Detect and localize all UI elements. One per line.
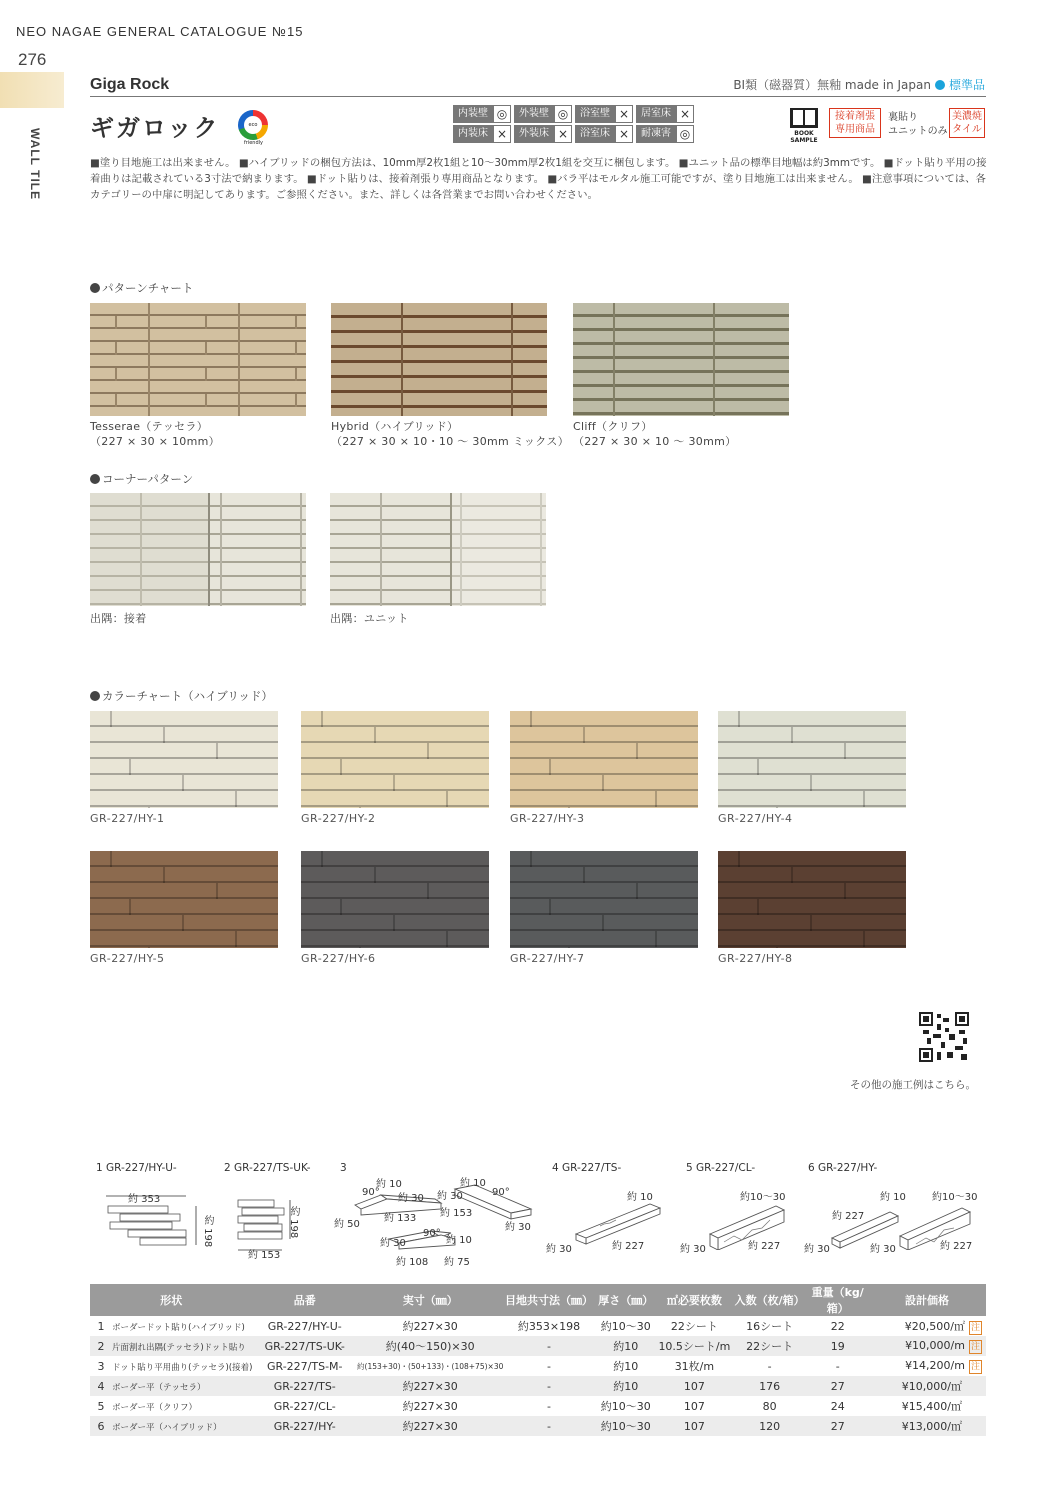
table-cell-weight: 27 <box>807 1416 868 1436</box>
table-cell-joint: - <box>503 1416 594 1436</box>
color-swatch-code: GR-227/HY-6 <box>301 952 376 965</box>
usage-grid <box>453 105 696 143</box>
table-cell-size: 約227×30 <box>402 1320 458 1333</box>
table-cell-thick: 約10～30 <box>600 1400 651 1413</box>
dim-text: 約 10 <box>627 1192 653 1203</box>
dim-text: 約 30 <box>437 1191 463 1202</box>
product-name-en: Giga Rock <box>90 76 170 93</box>
table-cell-thick: 約10～30 <box>595 1416 657 1436</box>
header-rule <box>90 96 986 97</box>
color-swatch <box>718 851 906 948</box>
dim-text: 約 227 <box>748 1241 781 1252</box>
table-cell-qty: 80 <box>762 1399 777 1413</box>
table-cell-code: GR-227/TS-UK- <box>252 1336 357 1356</box>
dim-text: 約 198 <box>288 1206 299 1239</box>
dim-text: 約 153 <box>440 1208 473 1219</box>
catalogue-title: NEO NAGAE GENERAL CATALOGUE №15 <box>16 24 304 39</box>
dim-text: 約 30 <box>546 1244 572 1255</box>
adhesive-only-badge: 接着剤張 専用商品 <box>829 108 881 138</box>
pattern-caption-hybrid: Hybrid（ハイブリッド） （227 × 30 × 10・10 ～ 30mm ミックス） <box>331 420 569 448</box>
usage-cell: 内装床 × <box>453 125 513 143</box>
table-cell-joint: - <box>503 1376 594 1396</box>
corner-photo-unit <box>330 493 546 606</box>
color-swatch <box>510 711 698 808</box>
color-swatch-code: GR-227/HY-1 <box>90 812 165 825</box>
diagram-label-6: 6 GR-227/HY- <box>808 1162 878 1174</box>
pattern-caption-tesserae: Tesserae（テッセラ） （227 × 30 × 10mm） <box>90 420 220 448</box>
notes-text: ■塗り目地施工は出来ません。 ■ハイブリッドの梱包方法は、10mm厚2枚1組と10～30mm厚2枚1組を交互に梱包します。 ■ユニット品の標準目地幅は約3mmです。 ■ドット貼り平用の接着曲りは記載されている3寸法で納まります。 ■ドット貼りは、接着剤張り専用商品となります。 ■バラ平はモルタル施工可能ですが、塗り目地施工は出来ません。 ■注意事項については、各カテゴリーの中扉に明記してあります。ご参照ください。また、詳しくは各営業までお問い合わせください。 <box>90 157 987 201</box>
color-swatch-code: GR-227/HY-5 <box>90 952 165 965</box>
attention-badge: 注 <box>970 1341 980 1352</box>
diagram-label-1: 1 GR-227/HY-U- <box>96 1162 177 1174</box>
dim-text: 90° <box>362 1187 380 1198</box>
corner-caption-unit: 出隅：ユニット <box>330 612 409 625</box>
table-cell-joint: - <box>546 1399 551 1413</box>
page-number: 276 <box>18 50 47 69</box>
book-sample-icon: BOOK SAMPLE <box>786 108 822 140</box>
usage-cell: 内装壁 ◎ <box>453 105 513 123</box>
table-cell-need: 107 <box>657 1416 732 1436</box>
color-swatch <box>718 711 906 808</box>
dim-text: 約 227 <box>612 1241 645 1252</box>
eco-friendly-icon: eco friendly <box>238 110 268 140</box>
product-name-jp: ギガロック <box>90 114 220 142</box>
table-cell-thick: 約10～30 <box>600 1320 651 1333</box>
table-cell-size: 約227×30 <box>357 1376 503 1396</box>
attention-badge: 注 <box>970 1322 980 1333</box>
table-cell-weight: 22 <box>830 1319 845 1333</box>
color-swatch <box>510 851 698 948</box>
table-cell-weight: - <box>835 1359 840 1373</box>
color-swatch-code: GR-227/HY-7 <box>510 952 585 965</box>
diagram-label-5: 5 GR-227/CL- <box>686 1162 756 1174</box>
pattern-chart-heading: パターンチャート <box>90 280 193 296</box>
corner-pattern-heading: コーナーパターン <box>90 471 193 487</box>
side-color-band <box>0 72 64 108</box>
spec-text: BⅠ類（磁器質）無釉 made in Japan <box>733 78 931 92</box>
color-chart-heading: カラーチャート（ハイブリッド） <box>90 688 273 704</box>
table-row <box>90 1336 986 1356</box>
table-cell-qty: 176 <box>732 1376 807 1396</box>
table-header-row <box>90 1284 986 1316</box>
table-cell-thick: 約10 <box>595 1336 657 1356</box>
usage-cell: 耐凍害 ◎ <box>636 125 696 143</box>
dim-text: 約10～30 <box>740 1192 786 1203</box>
table-row <box>90 1316 986 1336</box>
table-cell-qty: 120 <box>732 1416 807 1436</box>
table-cell-weight: 19 <box>807 1336 868 1356</box>
dim-text: 約 30 <box>380 1238 406 1249</box>
qr-code-icon[interactable] <box>919 1012 969 1062</box>
table-cell-code: GR-227/HY- <box>252 1416 357 1436</box>
table-cell-price: ¥20,500/㎡ 注 <box>904 1319 980 1333</box>
table-cell-qty: 16シート <box>746 1320 794 1333</box>
dim-text: 約 133 <box>384 1213 417 1224</box>
corner-photo-adhesive <box>90 493 306 606</box>
usage-cell: 外装床 × <box>514 125 574 143</box>
table-cell-joint: 約353×198 <box>517 1320 581 1333</box>
table-cell-code: GR-227/TS- <box>252 1376 357 1396</box>
color-swatch-code: GR-227/HY-8 <box>718 952 793 965</box>
dim-text: 約 10 <box>446 1235 472 1246</box>
qr-caption: その他の施工例はこちら。 <box>850 1079 976 1091</box>
table-cell-need: 31枚/m <box>674 1360 715 1373</box>
color-swatch <box>301 711 489 808</box>
dim-text: 約 30 <box>804 1244 830 1255</box>
table-cell-qty: 22シート <box>732 1336 807 1356</box>
color-swatch <box>90 851 278 948</box>
table-cell-thick: 約10 <box>613 1360 639 1373</box>
dim-text: 約 153 <box>248 1250 281 1261</box>
dim-text: 約 353 <box>128 1194 161 1205</box>
table-cell-code: GR-227/CL- <box>273 1399 336 1413</box>
color-swatch-code: GR-227/HY-4 <box>718 812 793 825</box>
table-cell-shape: 3 ドット貼り平用曲り(テッセラ)(接着) <box>97 1359 253 1373</box>
table-header: 設計価格 <box>868 1284 986 1316</box>
dim-text: 約 50 <box>334 1219 360 1230</box>
attention-badge: 注 <box>970 1361 980 1372</box>
pattern-photo-hybrid <box>331 303 547 416</box>
dim-text: 約 10 <box>460 1178 486 1189</box>
pattern-photo-tesserae <box>90 303 306 416</box>
table-cell-weight: 27 <box>807 1376 868 1396</box>
table-header: 実寸（㎜） <box>357 1284 503 1316</box>
table-header: 品番 <box>252 1284 357 1316</box>
table-cell-code: GR-227/TS-M- <box>266 1359 343 1373</box>
dim-text: 約 30 <box>398 1193 424 1204</box>
table-cell-shape: 4 ボーダー平（テッセラ） <box>90 1376 252 1396</box>
table-header: ㎡必要枚数 <box>657 1284 732 1316</box>
dim-text: 約 10 <box>880 1192 906 1203</box>
table-cell-weight: 24 <box>830 1399 845 1413</box>
table-header: 厚さ（㎜） <box>595 1284 657 1316</box>
table-cell-price: ¥15,400/㎡ <box>901 1400 962 1413</box>
table-cell-qty: - <box>767 1359 772 1373</box>
diagram-label-3: 3 <box>340 1162 347 1174</box>
pattern-photo-cliff <box>573 303 789 416</box>
table-cell-shape: 5 ボーダー平（クリフ） <box>97 1399 198 1413</box>
dim-text: 90° <box>492 1187 510 1198</box>
table-cell-shape: 6 ボーダー平（ハイブリッド） <box>90 1416 252 1436</box>
dim-text: 約10～30 <box>932 1192 978 1203</box>
pattern-caption-cliff: Cliff（クリフ） （227 × 30 × 10 ～ 30mm） <box>573 420 737 448</box>
dim-text: 約 198 <box>202 1215 213 1248</box>
table-cell-size: 約(40～150)×30 <box>357 1336 503 1356</box>
table-header: 目地共寸法（㎜） <box>503 1284 594 1316</box>
dim-text: 約 108 <box>396 1257 429 1268</box>
usage-cell: 浴室床 × <box>575 125 635 143</box>
side-category-label: WALL TILE <box>28 128 42 201</box>
dim-text: 約 10 <box>376 1179 402 1190</box>
spec-table <box>90 1284 986 1436</box>
diagram-label-2: 2 GR-227/TS-UK- <box>224 1162 311 1174</box>
table-header: 重量（kg/箱） <box>807 1284 868 1316</box>
table-cell-size: 約227×30 <box>357 1416 503 1436</box>
spec-line <box>733 76 985 93</box>
table-row <box>90 1416 986 1436</box>
table-cell-need: 107 <box>657 1376 732 1396</box>
color-swatch <box>90 711 278 808</box>
table-cell-need: 10.5シート/m <box>657 1336 732 1356</box>
dim-text: 約 75 <box>444 1257 470 1268</box>
usage-cell: 居室床 × <box>636 105 696 123</box>
table-cell-price: ¥10,000/㎡ <box>868 1376 986 1396</box>
table-row <box>90 1356 986 1376</box>
table-cell-thick: 約10 <box>595 1376 657 1396</box>
table-cell-price: ¥10,000/m 注 <box>868 1336 986 1356</box>
table-row <box>90 1396 986 1416</box>
table-cell-joint: - <box>546 1359 551 1373</box>
table-cell-need: 107 <box>683 1399 705 1413</box>
table-cell-size: 約(153+30)・(50+133)・(108+75)×30 <box>357 1361 504 1371</box>
table-cell-code: GR-227/HY-U- <box>267 1319 342 1333</box>
table-cell-size: 約227×30 <box>402 1400 458 1413</box>
dim-text: 約 30 <box>505 1222 531 1233</box>
dim-text: 90° <box>423 1228 441 1239</box>
dim-text: 約 30 <box>870 1244 896 1255</box>
table-cell-need: 22シート <box>670 1320 718 1333</box>
table-cell-price: ¥14,200/m 注 <box>905 1358 980 1372</box>
color-swatch <box>301 851 489 948</box>
dim-text: 約 30 <box>680 1244 706 1255</box>
standard-dot-icon <box>935 80 945 90</box>
back-unit-badge: 裏貼り ユニットのみ <box>888 112 948 137</box>
table-cell-price: ¥13,000/㎡ <box>868 1416 986 1436</box>
usage-cell: 浴室壁 × <box>575 105 635 123</box>
dim-text: 約 227 <box>832 1211 865 1222</box>
color-swatch-code: GR-227/HY-2 <box>301 812 376 825</box>
table-header: 形状 <box>90 1284 252 1316</box>
table-row <box>90 1376 986 1396</box>
table-cell-shape: 1 ボーダードット貼り(ハイブリッド) <box>97 1319 245 1333</box>
dim-text: 約 227 <box>940 1241 973 1252</box>
mino-tile-badge: 美濃焼 タイル <box>949 108 985 138</box>
table-cell-shape: 2 片面割れ出隅(テッセラ)ドット貼り <box>90 1336 252 1356</box>
table-cell-joint: - <box>503 1336 594 1356</box>
usage-cell: 外装壁 ◎ <box>514 105 574 123</box>
diagram-label-4: 4 GR-227/TS- <box>552 1162 622 1174</box>
corner-caption-adhesive: 出隅：接着 <box>90 612 147 625</box>
standard-label: 標準品 <box>948 78 985 92</box>
color-swatch-code: GR-227/HY-3 <box>510 812 585 825</box>
table-header: 入数（枚/箱） <box>732 1284 807 1316</box>
